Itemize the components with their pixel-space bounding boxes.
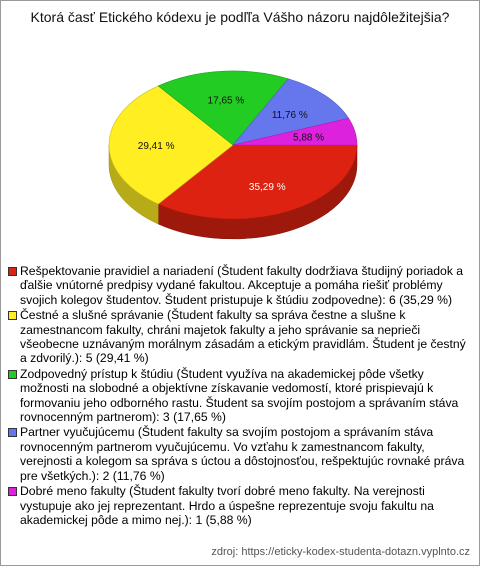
legend-item-partner xyxy=(8,425,470,483)
pie-slice-label: 35,29 % xyxy=(248,182,286,194)
source-note: zdroj: https://eticky-kodex-studenta-dotazn.vyplnto.cz xyxy=(211,546,470,558)
legend-label: Rešpektovanie pravidiel a nariadení (Študent fakulty dodržiava študijný poriadok a ďalšie vnútorné predpisy vydané fakultou. Akceptuje a pomáha riešiť problémy svojich kolegov študentov. Študent pristupuje k štúdiu zodpovedne): 6 (35,29 %) xyxy=(20,264,464,307)
legend-label: Čestné a slušné správanie (Študent fakulty sa správa čestne a slušne k zamestnancom fakulty, chráni majetok fakulty a jeho správanie sa neprieči všeobecne uznávaným morálnym zásadám a etickým pravidlám. Študent je čestný a zdvorilý.): 5 (29,41 %) xyxy=(20,308,466,366)
legend-label: Zodpovedný prístup k štúdiu (Študent využíva na akademickej pôde všetky možnosti na slobodné a objektívne získavanie vedomostí, ktoré prispievajú k formovaniu jeho odborného rastu. Študent sa svojím postojom a správaním stáva rovnocenným partnerom): 3 (17,65 %) xyxy=(20,366,459,425)
legend-item-cestne xyxy=(8,308,470,366)
legend-item-dobre-meno xyxy=(8,484,470,527)
legend-item-zodpovedny xyxy=(8,367,470,425)
legend-swatch-blue xyxy=(8,428,17,437)
legend-label: Partner vyučujúcemu (Študent fakulty sa svojím postojom a správaním stáva rovnocenným partnerom vyučujúcemu. Vo vzťahu k zamestnancom fakulty, verejnosti a kolegom sa správa s úctou a dôstojnosťou, rešpektujúc rovnaké práva pre všetkých.): 2 (11,76 %) xyxy=(20,425,465,483)
pie-slice-label: 5,88 % xyxy=(293,132,325,144)
legend-swatch-magenta xyxy=(8,487,17,496)
pie-slice-label: 11,76 % xyxy=(271,110,308,122)
pie-chart xyxy=(0,0,480,260)
chart-title: Ktorá časť Etického kódexu je podľľa Vášho názoru najdôležitejšia? xyxy=(30,9,450,25)
legend-swatch-green xyxy=(8,370,17,379)
pie-slice-label: 29,41 % xyxy=(137,141,175,152)
legend-swatch-red xyxy=(8,267,17,276)
legend-item-respektovanie xyxy=(8,264,470,307)
pie-slice-label: 17,65 % xyxy=(207,95,245,107)
legend-label: Dobré meno fakulty (Študent fakulty tvorí dobré meno fakulty. Na verejnosti vystupuje ako jej reprezentant. Hrdo a úspešne reprezentuje svoju fakultu na akademickej pôde a mimo nej.): 1 (5,88 %) xyxy=(20,484,434,527)
legend xyxy=(8,264,470,528)
legend-swatch-yellow xyxy=(8,311,17,320)
